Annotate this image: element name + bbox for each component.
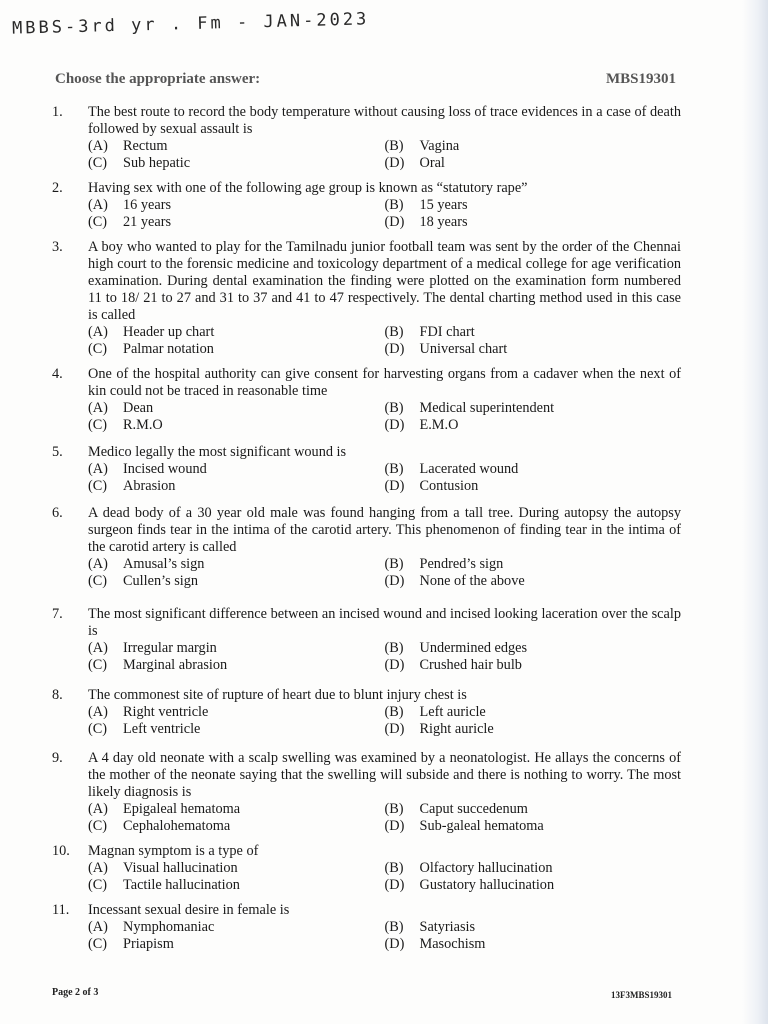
- option-c: [88, 818, 385, 835]
- option-b: [385, 138, 682, 155]
- option-c: [88, 877, 385, 894]
- question-body: [88, 902, 681, 953]
- question-8: [52, 687, 692, 738]
- option-text: Cullen’s sign: [123, 573, 199, 589]
- option-b: [385, 556, 682, 573]
- option-label: (D): [384, 936, 405, 952]
- option-d: [385, 721, 682, 738]
- option-label: (A): [88, 461, 108, 477]
- option-label: (B): [384, 556, 404, 572]
- option-d: [385, 478, 682, 495]
- option-label: (D): [384, 155, 405, 171]
- option-label: (A): [88, 919, 108, 935]
- question-number: 8.: [52, 687, 63, 703]
- option-d: [385, 417, 682, 434]
- question-7: [52, 606, 692, 674]
- option-text: Header up chart: [123, 324, 215, 340]
- question-9: [52, 750, 692, 835]
- question-6: [52, 505, 692, 590]
- question-body: [88, 606, 681, 674]
- option-text: Right ventricle: [123, 704, 209, 720]
- option-row: [88, 573, 681, 590]
- question-list: [52, 104, 692, 953]
- question-body: [88, 366, 681, 434]
- option-text: E.M.O: [419, 417, 459, 433]
- option-label: (A): [88, 556, 108, 572]
- question-number: 10.: [52, 843, 70, 859]
- option-b: [385, 860, 682, 877]
- option-row: [88, 556, 681, 573]
- option-label: (D): [384, 721, 405, 737]
- option-label: (C): [88, 341, 108, 357]
- option-row: [88, 936, 681, 953]
- option-label: (C): [88, 936, 108, 952]
- option-d: [385, 214, 682, 231]
- question-4: [52, 366, 692, 434]
- option-label: (A): [88, 324, 108, 340]
- option-text: Right auricle: [419, 721, 494, 737]
- option-label: (C): [88, 214, 108, 230]
- option-b: [385, 197, 682, 214]
- question-text: A dead body of a 30 year old male was found hanging from a tall tree. During autopsy the autopsy surgeon finds tear in the intima of the carotid artery. This phenomenon of finding tear in the intima of the carotid artery is called: [88, 505, 681, 555]
- option-text: FDI chart: [419, 324, 475, 340]
- option-text: Left auricle: [419, 704, 486, 720]
- option-row: [88, 657, 681, 674]
- option-a: [88, 197, 385, 214]
- option-c: [88, 573, 385, 590]
- option-a: [88, 461, 385, 478]
- question-body: [88, 750, 681, 835]
- option-label: (C): [88, 818, 108, 834]
- question-body: [88, 444, 681, 495]
- option-text: 15 years: [419, 197, 468, 213]
- option-text: Amusal’s sign: [123, 556, 205, 572]
- option-label: (D): [384, 341, 405, 357]
- option-d: [385, 657, 682, 674]
- option-a: [88, 919, 385, 936]
- paper-code: MBS19301: [606, 71, 677, 87]
- option-text: Priapism: [123, 936, 174, 952]
- question-number: 4.: [52, 366, 63, 382]
- option-a: [88, 400, 385, 417]
- option-row: [88, 214, 681, 231]
- option-label: (C): [88, 478, 108, 494]
- question-number: 7.: [52, 606, 63, 622]
- option-b: [385, 801, 682, 818]
- option-label: (A): [88, 400, 108, 416]
- option-label: (D): [384, 417, 405, 433]
- option-text: Pendred’s sign: [419, 556, 504, 572]
- option-label: (B): [384, 704, 404, 720]
- option-d: [385, 341, 682, 358]
- question-number: 2.: [52, 180, 63, 196]
- option-text: Dean: [123, 400, 154, 416]
- option-text: Masochism: [419, 936, 486, 952]
- option-text: Sub hepatic: [123, 155, 191, 171]
- option-text: Tactile hallucination: [123, 877, 240, 893]
- option-row: [88, 877, 681, 894]
- option-text: 16 years: [123, 197, 172, 213]
- option-text: Left ventricle: [123, 721, 201, 737]
- question-text: The most significant difference between an incised wound and incised looking laceration over the scalp is: [88, 606, 681, 639]
- option-label: (A): [88, 138, 108, 154]
- option-text: 21 years: [123, 214, 172, 230]
- option-b: [385, 640, 682, 657]
- option-text: Undermined edges: [419, 640, 528, 656]
- option-b: [385, 324, 682, 341]
- option-a: [88, 801, 385, 818]
- question-text: A 4 day old neonate with a scalp swelling was examined by a neonatologist. He allays the concerns of the mother of the neonate saying that the swelling will subside and there is nothing to worry. The most likely diagnosis is: [88, 750, 681, 800]
- option-a: [88, 556, 385, 573]
- question-1: [52, 104, 692, 172]
- question-text: The commonest site of rupture of heart due to blunt injury chest is: [88, 687, 467, 703]
- option-text: Contusion: [419, 478, 479, 494]
- question-text: Having sex with one of the following age group is known as “statutory rape”: [88, 180, 528, 196]
- option-text: Marginal abrasion: [123, 657, 228, 673]
- question-2: [52, 180, 692, 231]
- option-c: [88, 214, 385, 231]
- option-row: [88, 801, 681, 818]
- question-text: Incessant sexual desire in female is: [88, 902, 290, 918]
- question-body: [88, 505, 681, 590]
- option-row: [88, 704, 681, 721]
- option-b: [385, 919, 682, 936]
- option-text: Satyriasis: [419, 919, 476, 935]
- question-body: [88, 687, 681, 738]
- option-text: Abrasion: [123, 478, 176, 494]
- option-label: (A): [88, 197, 108, 213]
- option-label: (B): [384, 324, 404, 340]
- option-label: (C): [88, 721, 108, 737]
- option-text: Oral: [419, 155, 445, 171]
- option-text: Vagina: [419, 138, 460, 154]
- option-d: [385, 818, 682, 835]
- option-label: (D): [384, 818, 405, 834]
- option-label: (A): [88, 704, 108, 720]
- option-c: [88, 657, 385, 674]
- option-c: [88, 721, 385, 738]
- option-c: [88, 478, 385, 495]
- question-number: 9.: [52, 750, 63, 766]
- question-text: A boy who wanted to play for the Tamilnadu junior football team was sent by the order of the Chennai high court to the forensic medicine and toxicology department of a medical college for age verification examination. During dental examination the finding were plotted on the examination form numbered 11 to 18/ 21 to 27 and 31 to 37 and 41 to 47 respectively. The dental charting method used in this case is called: [88, 239, 681, 323]
- option-row: [88, 818, 681, 835]
- option-c: [88, 417, 385, 434]
- scan-shadow-edge: [742, 0, 768, 1024]
- option-d: [385, 936, 682, 953]
- option-label: (B): [384, 138, 404, 154]
- option-row: [88, 417, 681, 434]
- option-label: (D): [384, 657, 405, 673]
- option-text: Cephalohematoma: [123, 818, 231, 834]
- option-row: [88, 197, 681, 214]
- question-body: [88, 843, 681, 894]
- option-c: [88, 155, 385, 172]
- option-row: [88, 640, 681, 657]
- question-3: [52, 239, 692, 358]
- option-label: (A): [88, 860, 108, 876]
- option-label: (C): [88, 657, 108, 673]
- option-label: (B): [384, 860, 404, 876]
- question-body: [88, 104, 681, 172]
- instruction-heading: Choose the appropriate answer:: [55, 71, 261, 87]
- question-text: One of the hospital authority can give consent for harvesting organs from a cadaver when the next of kin could not be traced in reasonable time: [88, 366, 681, 399]
- option-label: (A): [88, 640, 108, 656]
- option-text: Universal chart: [419, 341, 508, 357]
- option-text: Gustatory hallucination: [419, 877, 555, 893]
- option-label: (A): [88, 801, 108, 817]
- option-label: (D): [384, 214, 405, 230]
- option-label: (B): [384, 197, 404, 213]
- option-label: (B): [384, 400, 404, 416]
- option-b: [385, 704, 682, 721]
- question-body: [88, 180, 681, 231]
- option-row: [88, 155, 681, 172]
- option-row: [88, 461, 681, 478]
- option-row: [88, 721, 681, 738]
- option-text: Crushed hair bulb: [419, 657, 522, 673]
- option-text: Medical superintendent: [419, 400, 555, 416]
- option-label: (B): [384, 919, 404, 935]
- option-text: R.M.O: [123, 417, 163, 433]
- option-text: Caput succedenum: [419, 801, 528, 817]
- option-text: Incised wound: [123, 461, 207, 477]
- question-number: 3.: [52, 239, 63, 255]
- option-label: (C): [88, 417, 108, 433]
- option-text: Irregular margin: [123, 640, 217, 656]
- option-c: [88, 341, 385, 358]
- option-text: Rectum: [123, 138, 168, 154]
- option-c: [88, 936, 385, 953]
- option-label: (D): [384, 877, 405, 893]
- question-5: [52, 444, 692, 495]
- question-number: 11.: [52, 902, 70, 918]
- option-a: [88, 704, 385, 721]
- footer-code: 13F3MBS19301: [611, 990, 673, 1000]
- option-text: Lacerated wound: [419, 461, 519, 477]
- option-text: Sub-galeal hematoma: [419, 818, 544, 834]
- option-label: (C): [88, 573, 108, 589]
- option-a: [88, 860, 385, 877]
- option-b: [385, 400, 682, 417]
- option-label: (B): [384, 461, 404, 477]
- option-a: [88, 138, 385, 155]
- option-row: [88, 341, 681, 358]
- option-row: [88, 860, 681, 877]
- option-row: [88, 138, 681, 155]
- option-text: Nymphomaniac: [123, 919, 215, 935]
- option-text: Palmar notation: [123, 341, 214, 357]
- option-row: [88, 324, 681, 341]
- option-text: Epigaleal hematoma: [123, 801, 241, 817]
- option-label: (D): [384, 478, 405, 494]
- option-text: None of the above: [419, 573, 525, 589]
- option-row: [88, 919, 681, 936]
- option-text: Olfactory hallucination: [419, 860, 553, 876]
- question-number: 6.: [52, 505, 63, 521]
- option-b: [385, 461, 682, 478]
- question-text: The best route to record the body temperature without causing loss of trace evidences in a case of death followed by sexual assault is: [88, 104, 681, 137]
- question-number: 5.: [52, 444, 63, 460]
- question-body: [88, 239, 681, 358]
- question-number: 1.: [52, 104, 63, 120]
- option-text: Visual hallucination: [123, 860, 238, 876]
- option-label: (B): [384, 801, 404, 817]
- question-text: Medico legally the most significant wound is: [88, 444, 347, 460]
- option-a: [88, 324, 385, 341]
- option-label: (B): [384, 640, 404, 656]
- question-11: [52, 902, 692, 953]
- option-text: 18 years: [419, 214, 468, 230]
- option-label: (C): [88, 155, 108, 171]
- question-text: Magnan symptom is a type of: [88, 843, 259, 859]
- option-label: (C): [88, 877, 108, 893]
- option-d: [385, 573, 682, 590]
- option-label: (D): [384, 573, 405, 589]
- option-a: [88, 640, 385, 657]
- question-10: [52, 843, 692, 894]
- option-d: [385, 155, 682, 172]
- handwritten-note: MBBS-3rd yr . Fm - JAN-2023: [11, 9, 370, 39]
- page-number: Page 2 of 3: [52, 987, 99, 998]
- option-row: [88, 400, 681, 417]
- option-row: [88, 478, 681, 495]
- option-d: [385, 877, 682, 894]
